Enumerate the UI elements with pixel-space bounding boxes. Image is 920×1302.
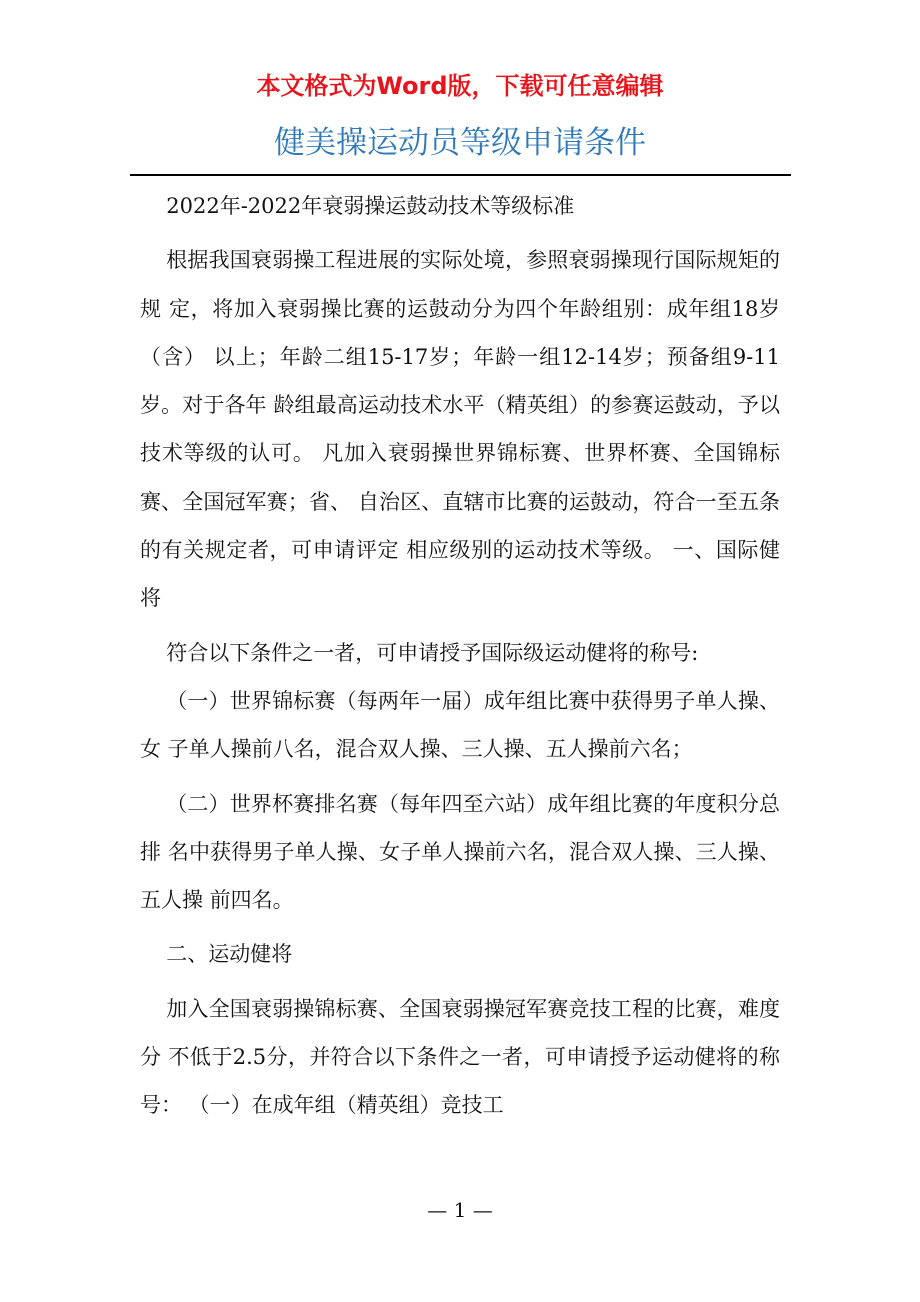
document-title: 健美操运动员等级申请条件 (274, 125, 646, 161)
paragraph-intro: 根据我国衰弱操工程进展的实际处境，参照衰弱操现行国际规矩的规 定，将加入衰弱操比赛的运鼓动分为四个年龄组别：成年组18岁（含） 以上；年龄二组15-17岁；年龄一组12-14岁；预备组9-11岁。对于各年 龄组最高运动技术水平（精英组）的参赛运鼓动，予以技术等级的认可。 凡加入衰弱操世界锦标赛、世界杯赛、全国锦标赛、全国冠军赛；省、 自治区、直辖市比赛的运鼓动，符合一至五条的有关规定者，可申请评定 相应级别的运动技术等级。 一、国际健将 (140, 248, 780, 611)
paragraph-standard-title: 2022年-2022年衰弱操运鼓动技术等级标准 (166, 194, 575, 218)
page-number: — 1 — (427, 1198, 493, 1222)
title-underline (130, 174, 791, 176)
document-body (140, 182, 780, 1130)
paragraph-condition-1: （一）世界锦标赛（每两年一届）成年组比赛中获得男子单人操、女 子单人操前八名，混合双人操、三人操、五人操前六名； (140, 688, 780, 762)
download-banner: 本文格式为Word版，下载可任意编辑 (256, 72, 664, 100)
paragraph-international-conditions: 符合以下条件之一者，可申请授予国际级运动健将的称号: (166, 640, 699, 665)
section-heading-master: 二、运动健将 (166, 942, 293, 967)
paragraph-condition-2: （二）世界杯赛排名赛（每年四至六站）成年组比赛的年度积分总排 名中获得男子单人操、女子单人操前六名，混合双人操、三人操、五人操 前四名。 (140, 791, 780, 913)
paragraph-master-conditions: 加入全国衰弱操锦标赛、全国衰弱操冠军赛竞技工程的比赛，难度分 不低于2.5分，并符合以下条件之一者，可申请授予运动健将的称号： （一）在成年组（精英组）竞技工 (140, 996, 780, 1118)
